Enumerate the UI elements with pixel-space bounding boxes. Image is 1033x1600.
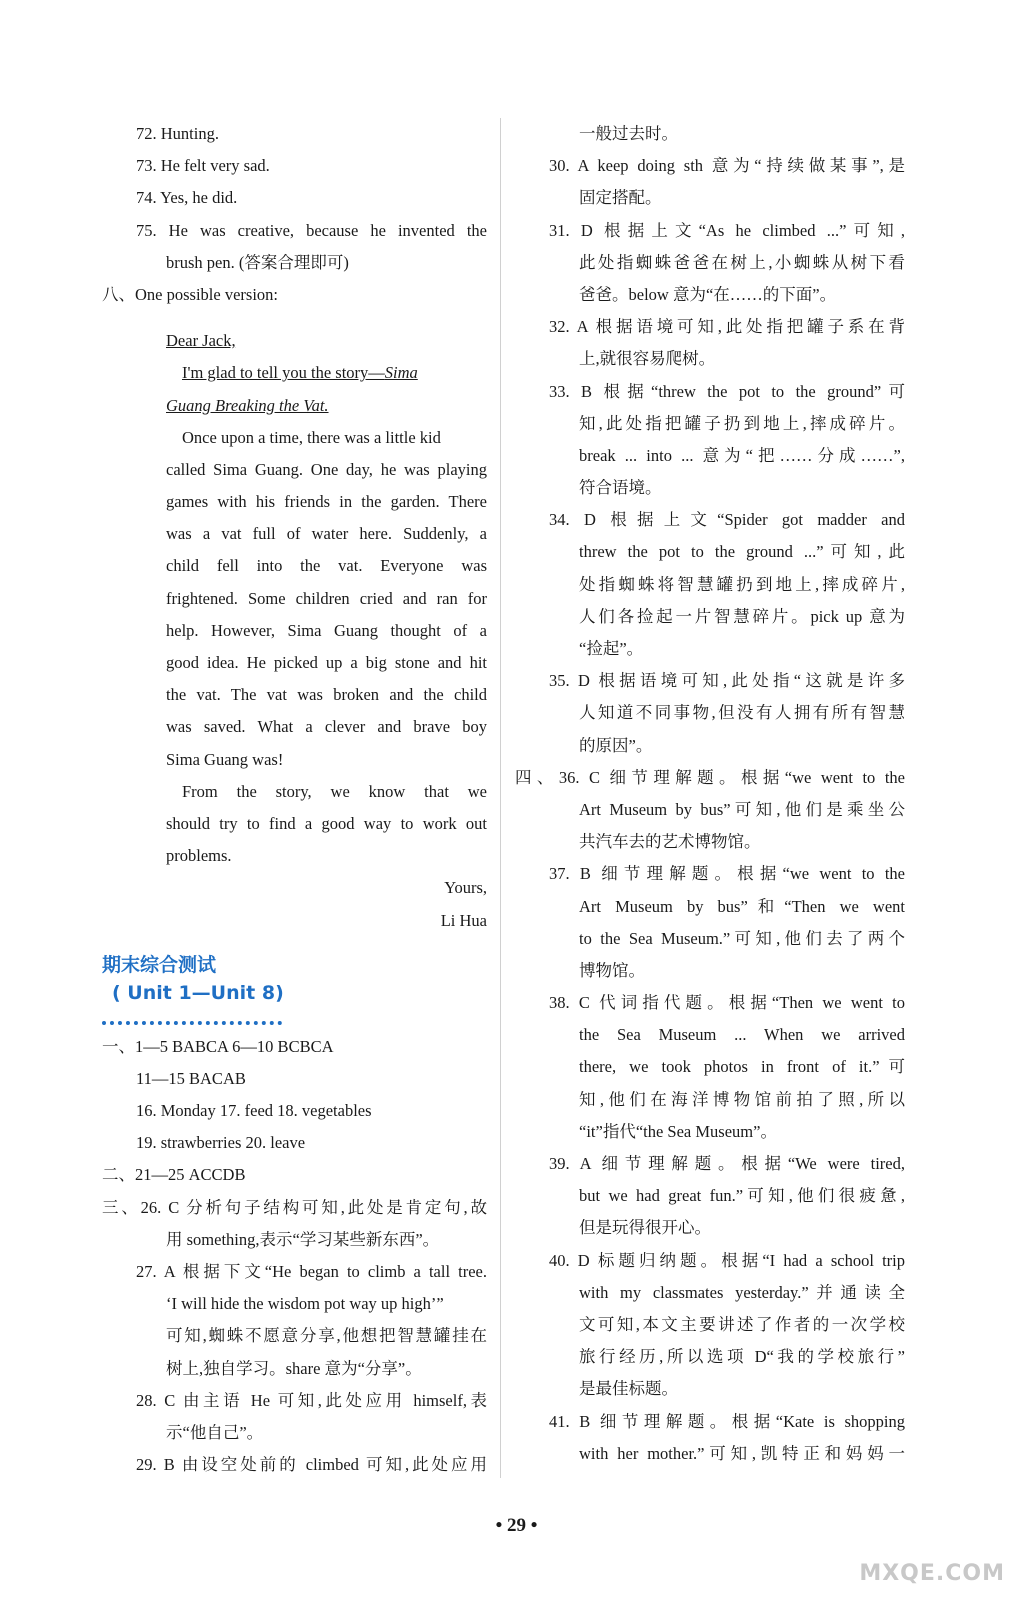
answer-line: 文可知,本文主要讲述了作者的一次学校 bbox=[579, 1314, 905, 1334]
answer-line: 32. A 根据语境可知,此处指把罐子系在背 bbox=[549, 317, 905, 337]
answer-line: 但是玩得很开心。 bbox=[579, 1218, 711, 1238]
answer-line: 上,就很容易爬树。 bbox=[579, 349, 716, 369]
answer-line: there, we took photos in front of it.”可 bbox=[579, 1057, 905, 1077]
section-dotted-rule bbox=[102, 1011, 282, 1025]
page-number: • 29 • bbox=[495, 1515, 538, 1536]
answer-75-line2: brush pen. (答案合理即可) bbox=[166, 252, 349, 272]
letter-closing: Yours, bbox=[444, 878, 487, 898]
answer-line: ‘I will hide the wisdom pot way up high’” bbox=[166, 1294, 444, 1314]
answer-line: 共汽车去的艺术博物馆。 bbox=[579, 832, 761, 852]
section-title: 期末综合测试 bbox=[102, 953, 217, 976]
answer-line: 三、26. C 分析句子结构可知,此处是肯定句,故 bbox=[102, 1197, 487, 1217]
answer-line: 29. B 由设空处前的 climbed 可知,此处应用 bbox=[136, 1455, 487, 1475]
column-divider bbox=[500, 118, 501, 1478]
answer-line: but we had great fun.”可知,他们很疲惫, bbox=[579, 1186, 905, 1206]
answer-line: 处指蜘蛛将智慧罐扔到地上,摔成碎片, bbox=[579, 574, 905, 594]
answer-line: Art Museum by bus”和“Then we went bbox=[579, 896, 905, 916]
answer-line: 可知,蜘蛛不愿意分享,他想把智慧罐挂在 bbox=[166, 1326, 487, 1346]
answer-line: 是最佳标题。 bbox=[579, 1379, 678, 1399]
answer-72: 72. Hunting. bbox=[136, 124, 219, 143]
answer-line: 人知道不同事物,但没有人拥有所有智慧 bbox=[579, 703, 905, 723]
answer-line: 37. B 细节理解题。根据“we went to the bbox=[549, 864, 905, 884]
answer-line: “it”指代“the Sea Museum”。 bbox=[579, 1121, 777, 1141]
letter-body-line: was a vat full of water here. Suddenly, a bbox=[166, 524, 487, 544]
letter-body-line: child fell into the vat. Everyone was bbox=[166, 556, 487, 576]
answer-line: Art Museum by bus”可知,他们是乘坐公 bbox=[579, 799, 905, 819]
letter-body-line: the vat. The vat was broken and the child bbox=[166, 685, 487, 705]
answer-line: 31. D 根据上文“As he climbed ...”可知, bbox=[549, 220, 905, 240]
right-column bbox=[515, 118, 905, 1470]
letter-body-line: called Sima Guang. One day, he was playing bbox=[166, 459, 487, 479]
answer-line: 的原因”。 bbox=[579, 735, 653, 755]
answer-line: 固定搭配。 bbox=[579, 188, 662, 208]
letter-body-line: From the story, we know that we bbox=[182, 781, 487, 801]
letter-body-line: games with his friends in the garden. There bbox=[166, 492, 487, 512]
letter-body-line: should try to find a good way to work out bbox=[166, 813, 487, 833]
letter-body-line: Once upon a time, there was a little kid bbox=[182, 427, 441, 447]
letter-greeting: Dear Jack, bbox=[166, 331, 236, 351]
answer-line: to the Sea Museum.”可知,他们去了两个 bbox=[579, 928, 905, 948]
answer-line: 34. D 根据上文“Spider got madder and bbox=[549, 510, 905, 530]
answer-line: threw the pot to the ground ...”可知,此 bbox=[579, 542, 905, 562]
answer-line: 示“他自己”。 bbox=[166, 1422, 264, 1442]
answer-75-line1: 75. He was creative, because he invented the bbox=[136, 220, 487, 240]
answer-line: 41. B 细节理解题。根据“Kate is shopping bbox=[549, 1411, 905, 1431]
answer-line: 博物馆。 bbox=[579, 960, 645, 980]
answer-line: 用 something,表示“学习某些新东西”。 bbox=[166, 1229, 440, 1249]
section-subtitle: ( Unit 1—Unit 8) bbox=[112, 981, 284, 1004]
letter-intro-line2: Guang Breaking the Vat. bbox=[166, 395, 329, 415]
letter-body-line: problems. bbox=[166, 846, 232, 866]
answer-line: 此处指蜘蛛爸爸在树上,小蜘蛛从树下看 bbox=[579, 252, 905, 272]
letter-intro-line1: I'm glad to tell you the story—Sima bbox=[182, 363, 418, 383]
answer-line: 一、1—5 BABCA 6—10 BCBCA bbox=[102, 1036, 334, 1056]
answer-line: 人们各捡起一片智慧碎片。pick up 意为 bbox=[579, 606, 905, 626]
answer-line: 树上,独自学习。share 意为“分享”。 bbox=[166, 1358, 422, 1378]
letter-body-line: help. However, Sima Guang thought of a bbox=[166, 620, 487, 640]
answer-line: with my classmates yesterday.”并通读全 bbox=[579, 1282, 905, 1302]
answer-line: 27. A 根据下文“He began to climb a tall tree. bbox=[136, 1262, 487, 1281]
answer-line: 38. C 代词指代题。根据“Then we went to bbox=[549, 993, 905, 1013]
answer-line: 爸爸。below 意为“在……的下面”。 bbox=[579, 284, 837, 304]
letter-body-line: was saved. What a clever and brave boy bbox=[166, 717, 487, 737]
answer-line: 19. strawberries 20. leave bbox=[136, 1133, 306, 1153]
answer-line: 符合语境。 bbox=[579, 478, 662, 498]
answer-line: 30. A keep doing sth 意为“持续做某事”,是 bbox=[549, 156, 905, 176]
section-8-heading: 八、One possible version: bbox=[102, 284, 278, 304]
answer-74: 74. Yes, he did. bbox=[136, 188, 238, 208]
answer-line: break ... into ... 意为“把……分成……”, bbox=[579, 445, 905, 465]
answer-line: 旅行经历,所以选项 D“我的学校旅行” bbox=[579, 1347, 905, 1367]
answer-line: 39. A 细节理解题。根据“We were tired, bbox=[549, 1154, 905, 1173]
answer-line: 知,他们在海洋博物馆前拍了照,所以 bbox=[579, 1089, 905, 1109]
answer-line: 一般过去时。 bbox=[579, 124, 678, 143]
answer-line: 35. D 根据语境可知,此处指“这就是许多 bbox=[549, 671, 905, 691]
answer-line: the Sea Museum ... When we arrived bbox=[579, 1025, 905, 1045]
answer-line: 二、21—25 ACCDB bbox=[102, 1165, 246, 1185]
answer-line: 33. B 根据“threw the pot to the ground”可 bbox=[549, 381, 905, 401]
letter-body-line: Sima Guang was! bbox=[166, 749, 284, 769]
letter-body-line: good idea. He picked up a big stone and hit bbox=[166, 653, 487, 672]
letter-body-line: frightened. Some children cried and ran for bbox=[166, 588, 487, 608]
answer-73: 73. He felt very sad. bbox=[136, 156, 270, 176]
watermark-logo: MXQE.COM bbox=[859, 1561, 1005, 1586]
answer-line: “捡起”。 bbox=[579, 639, 644, 658]
answer-line: with her mother.”可知,凯特正和妈妈一 bbox=[579, 1443, 905, 1463]
left-column bbox=[102, 118, 487, 1481]
letter-signature: Li Hua bbox=[440, 910, 487, 930]
answer-line: 28. C 由主语 He 可知,此处应用 himself,表 bbox=[136, 1390, 487, 1410]
answer-line: 知,此处指把罐子扔到地上,摔成碎片。 bbox=[579, 413, 905, 433]
answer-line: 40. D 标题归纳题。根据“I had a school trip bbox=[549, 1250, 905, 1270]
answer-line: 16. Monday 17. feed 18. vegetables bbox=[136, 1101, 372, 1121]
answer-line: 四、36. C 细节理解题。根据“we went to the bbox=[515, 767, 905, 787]
answer-line: 11—15 BACAB bbox=[136, 1068, 246, 1088]
